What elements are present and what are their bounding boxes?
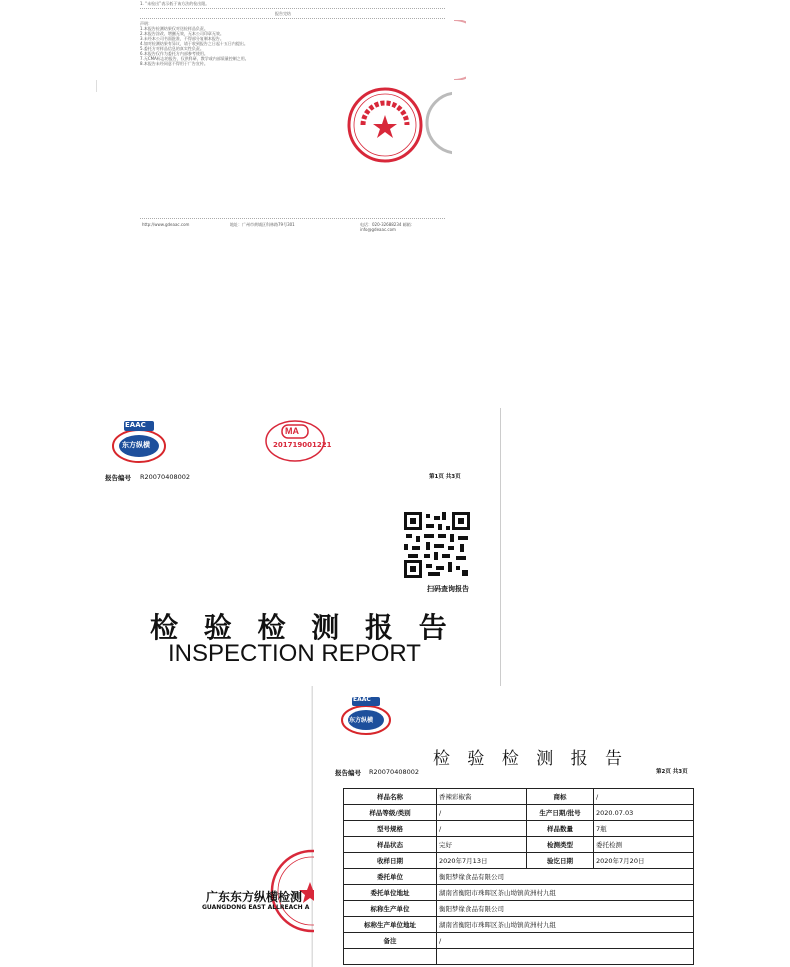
field-value: / [594,789,694,805]
sample-info-table [343,788,694,965]
field-value: / [437,933,694,949]
declaration-item: 1.本报告检测结果仅对送检样品负责。 [140,26,208,31]
field-label: 收样日期 [344,853,437,869]
footer-website: http://www.gdeaac.com [142,222,190,227]
table-row [344,869,694,885]
company-seal [345,85,425,165]
qr-code [404,512,470,578]
field-value: 湖南省衡阳市珠晖区茶山坳镇黄洲村九组 [437,917,694,933]
field-label: 商标 [527,789,594,805]
end-title: 报告完结 [275,11,291,16]
report-no-label: 报告编号 [335,769,361,777]
table-row [344,805,694,821]
declaration-item: 7.无CMA标志的报告，仅供科研、教学或内部质量控制之用。 [140,56,249,61]
divider [140,8,445,9]
qr-caption: 扫码查询报告 [427,585,469,593]
field-value: 2020年7月13日 [437,853,527,869]
field-value: 湖南省衡阳市珠晖区茶山坳镇黄洲村九组 [437,885,694,901]
company-name-en: GUANGDONG EAST ALLREACH A [202,904,310,911]
title-cn: 检 验 检 测 报 告 [433,749,629,769]
field-value: / [437,805,527,821]
field-label: 样品状态 [344,837,437,853]
table-row [344,789,694,805]
note-line: 1. “未检出”表示低于该方法的检出限。 [140,1,210,6]
field-label: 委托单位 [344,869,437,885]
table-row [344,917,694,933]
field-label: 样品名称 [344,789,437,805]
field-label: 标称生产单位地址 [344,917,437,933]
declaration-item: 8.本报告未经同意不得用于广告宣传。 [140,61,208,66]
table-row [344,885,694,901]
field-label: 型号规格 [344,821,437,837]
page-number: 第2页 共3页 [656,769,688,775]
scan-mark [96,80,97,92]
footer-contact: 电话：020-32688234 邮箱：info@gdeaac.com [360,222,415,232]
table-row [344,821,694,837]
logo-name: 东方纵横 [122,441,150,449]
declaration-heading: 声明： [140,21,152,26]
declaration-item: 6.本报告仅作为委托方内部参考使用。 [140,51,208,56]
field-label: 验讫日期 [527,853,594,869]
field-label: 备注 [344,933,437,949]
logo-badge-text: EAAC [353,696,371,703]
field-value: 委托检测 [594,837,694,853]
field-value: 2020年7月20日 [594,853,694,869]
title-cn: 检 验 检 测 报 告 [150,611,455,644]
field-label: 标称生产单位 [344,901,437,917]
edge-seal [452,20,466,80]
divider [140,18,445,19]
report-detail-page [312,686,726,967]
partial-seal [422,88,452,158]
table-row [344,933,694,949]
declaration-item: 4.如对检测结果有异议，请于收到报告之日起十五日内提出。 [140,41,248,46]
cma-number: 201719001221 [273,441,332,449]
field-value: 2020.07.03 [594,805,694,821]
field-value: 香辣彩椒酱 [437,789,527,805]
field-value: 衡阳梦缘食品有限公司 [437,901,694,917]
table-row [344,949,694,965]
logo-name: 东方纵横 [349,717,374,724]
logo-badge-text: EAAC [125,421,146,429]
declaration-item: 3.未经本公司书面批准，不得部分复制本报告。 [140,36,224,41]
table-row [344,837,694,853]
declaration-item: 5.委托方对样品信息的真实性负责。 [140,46,204,51]
report-no: R20070408002 [369,768,420,776]
field-label: 样品数量 [527,821,594,837]
company-name-cn: 广东东方纵横检测 [206,890,303,904]
cma-label: MA [285,426,299,436]
field-label: 样品等级/类别 [344,805,437,821]
footer-divider [140,218,445,219]
field-value: 7瓶 [594,821,694,837]
declaration-item: 2.本报告涂改、增删无效，无本公司印章无效。 [140,31,224,36]
declarations-list [140,26,440,66]
field-label: 委托单位地址 [344,885,437,901]
page-number: 第1页 共3页 [429,474,461,480]
field-value: 衡阳梦缘食品有限公司 [437,869,694,885]
title-en: INSPECTION REPORT [168,640,421,667]
table-row [344,901,694,917]
report-no-label: 报告编号 [105,474,131,482]
field-value: / [437,821,527,837]
footer-address: 地址：广州市黄埔区科林路79号301 [230,222,295,227]
report-page-end [110,0,445,232]
field-label: 生产日期/批号 [527,805,594,821]
field-label: 检测类型 [527,837,594,853]
field-value: 完好 [437,837,527,853]
table-row [344,853,694,869]
report-no: R20070408002 [140,473,191,481]
